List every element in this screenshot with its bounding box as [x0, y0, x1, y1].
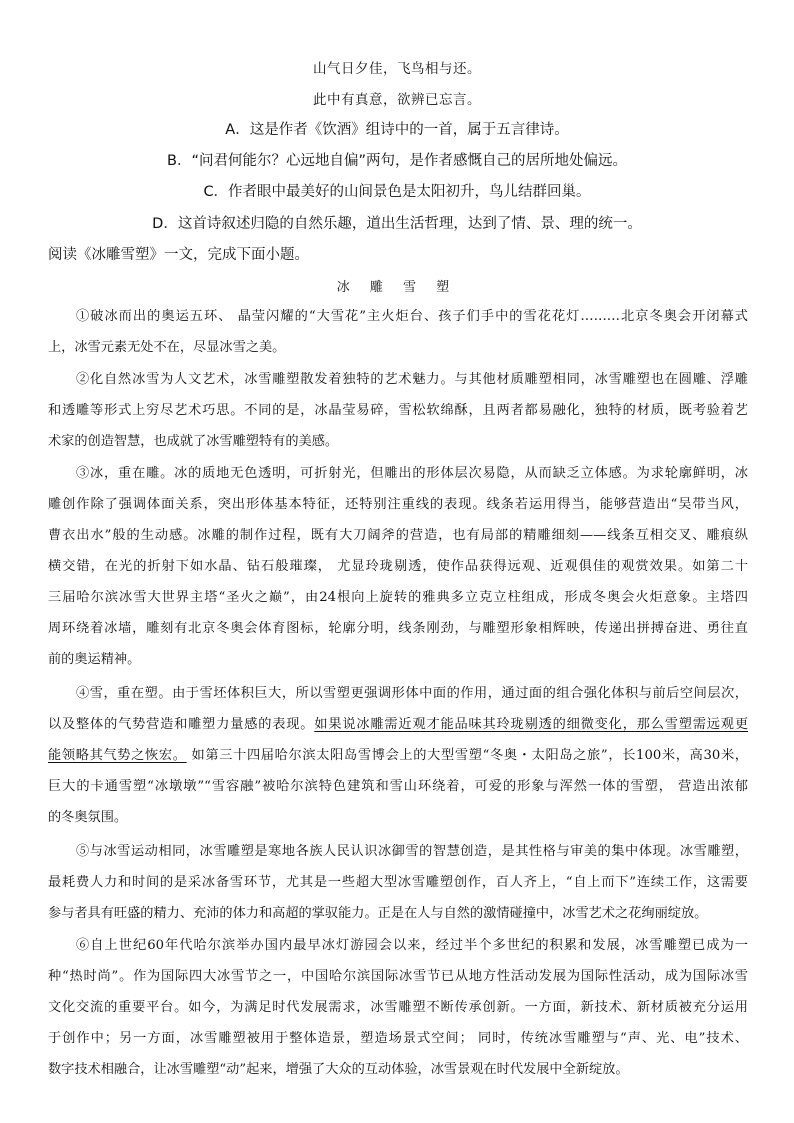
paragraph-1-line: 上，冰雪元素无处不在，尽显冰雪之美。	[48, 340, 286, 355]
paragraph-2-line: ②化自然冰雪为人文艺术，冰雪雕塑散发着独特的艺术魅力。与其他材质雕塑相同，冰雪雕塑也在圆雕、浮雕	[76, 372, 748, 387]
paragraph-3-line: 横交错，在光的折射下如水晶、钻石般璀璨， 尤显玲珑剔透，使作品获得远观、近观俱佳的观赏效果。如第二十	[48, 559, 748, 574]
paragraph-4-line	[48, 744, 748, 763]
paragraph-6-line: 文化交流的重要平台。如今，为满足时代发展需求，冰雪雕塑不断传承创新。一方面，新技术、新材质被充分运用	[48, 1000, 748, 1015]
paragraph-2-line: 和透雕等形式上穷尽艺术巧思。不同的是，冰晶莹易碎，雪松软绵酥，且两者都易融化，独特的材质，既考验着艺	[48, 403, 748, 418]
paragraph-4-text: 如第三十四届哈尔滨太阳岛雪博会上的大型雪塑“冬奥・太阳岛之旅”，长100米，高30米，	[186, 748, 748, 763]
underlined-sentence: 能领略其气势之恢宏。	[48, 748, 187, 763]
paragraph-4-line: 的冬奥氛围。	[48, 810, 128, 825]
paragraph-3-line: 周环绕着冰墙，雕刻有北京冬奥会体育图标，轮廓分明，线条刚劲，与雕塑形象相辉映，传递出拼搏奋进、勇往直	[48, 621, 748, 636]
paragraph-4-line	[48, 713, 748, 732]
paragraph-5-line: 最耗费人力和时间的是采冰备雪环节，尤其是一些超大型冰雪雕塑创作，百人齐上，“自上而下”连续工作，这需要	[48, 875, 748, 890]
reading-instruction: 阅读《冰雕雪塑》一文，完成下面小题。	[48, 247, 309, 263]
paragraph-4-line: 巨大的卡通雪塑“冰墩墩”“雪容融”被哈尔滨特色建筑和雪山环绕着，可爱的形象与浑然一体的雪塑， 营造出浓郁	[48, 779, 748, 794]
paragraph-6-line: 数字技术相融合，让冰雪雕塑“动”起来，增强了大众的互动体验，冰雪景观在时代发展中全新绽放。	[48, 1062, 629, 1077]
paragraph-3-line: ③冰，重在雕。冰的质地无色透明，可折射光，但雕出的形体层次易隐，从而缺乏立体感。为求轮廓鲜明，冰	[76, 466, 748, 481]
paragraph-6-line: 于创作中；另一方面，冰雪雕塑被用于整体造景，塑造场景式空间； 同时，传统冰雪雕塑与“声、光、电”技术、	[48, 1031, 748, 1046]
paragraph-6-line: ⑥自上世纪60年代哈尔滨举办国内最早冰灯游园会以来，经过半个多世纪的积累和发展，冰雪雕塑已成为一	[76, 938, 748, 953]
paragraph-5-line: ⑤与冰雪运动相同，冰雪雕塑是寒地各族人民认识冰御雪的智慧创造，是其性格与审美的集中体现。冰雪雕塑，	[76, 844, 748, 859]
option-c: C．作者眼中最美好的山间景色是太阳初升，鸟儿结群回巢。	[203, 184, 591, 200]
paragraph-3-line: 前的奥运精神。	[48, 652, 141, 667]
paragraph-5-line: 参与者具有旺盛的精力、充沛的体力和高超的掌驭能力。正是在人与自然的激情碰撞中，冰雪艺术之花绚丽绽放。	[48, 906, 708, 921]
paragraph-4-text: 以及整体的气势营造和雕塑力量感的表现。	[48, 717, 315, 732]
paragraph-3-line: 曹衣出水”般的生动感。冰雕的制作过程，既有大刀阔斧的营造，也有局部的精雕细刻——线条互相交叉、雕痕纵	[48, 528, 748, 543]
paragraph-3-line: 雕创作除了强调体面关系，突出形体基本特征，还特别注重线的表现。线条若运用得当，能够营造出“吴带当风，	[48, 497, 748, 512]
article-title: 冰 雕 雪 塑	[336, 280, 458, 295]
option-d: D．这首诗叙述归隐的自然乐趣，道出生活哲理，达到了情、景、理的统一。	[152, 216, 642, 232]
poem-line-1: 山气日夕佳，飞鸟相与还。	[313, 61, 481, 77]
paragraph-6-line: 种“热时尚”。作为国际四大冰雪节之一，中国哈尔滨国际冰雪节已从地方性活动发展为国际性活动，成为国际冰雪	[48, 969, 748, 984]
paragraph-3-line: 三届哈尔滨冰雪大世界主塔“圣火之巅”，由24根向上旋转的雅典多立克立柱组成，形成冬奥会火炬意象。主塔四	[48, 590, 748, 605]
underlined-sentence: 如果说冰雕需近观才能品味其玲珑剔透的细微变化，那么雪塑需远观更	[314, 717, 748, 732]
option-a: A．这是作者《饮酒》组诗中的一首，属于五言律诗。	[225, 122, 569, 138]
paragraph-4-line: ④雪，重在塑。由于雪坯体积巨大，所以雪塑更强调形体中面的作用，通过面的组合强化体积与前后空间层次，	[76, 686, 748, 701]
option-b: B．“问君何能尔？心远地自偏”两句，是作者感慨自己的居所地处偏远。	[167, 153, 627, 169]
paragraph-2-line: 术家的创造智慧，也成就了冰雪雕塑特有的美感。	[48, 434, 339, 449]
paragraph-1-line: ①破冰而出的奥运五环、 晶莹闪耀的“大雪花”主火炬台、孩子们手中的雪花花灯………北京冬奥会开闭幕式	[76, 309, 748, 324]
poem-line-2: 此中有真意，欲辨已忘言。	[313, 92, 481, 108]
